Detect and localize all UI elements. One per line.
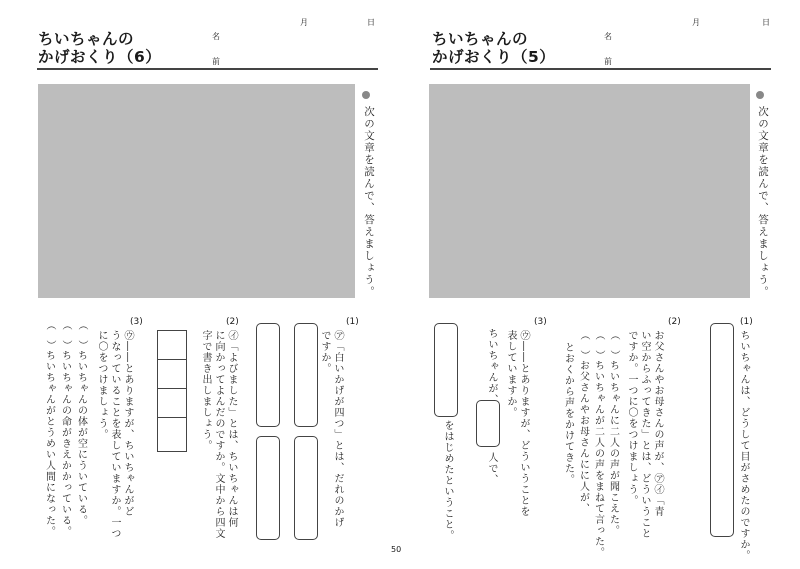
left-q2-number: (2) xyxy=(226,317,239,327)
left-q2-four-char-grid[interactable] xyxy=(157,330,187,452)
right-q2-option-2[interactable] xyxy=(591,330,605,558)
left-name-label-2: 前 xyxy=(212,57,220,66)
right-q3-answer-box-2[interactable] xyxy=(434,323,458,417)
right-day-label: 日 xyxy=(762,18,770,27)
left-q2-line-1: ㋑「よびました」とは、ちいちゃんは何 xyxy=(226,330,237,528)
char-cell-2[interactable] xyxy=(158,360,186,389)
left-q3-options xyxy=(38,320,88,537)
checkbox-paren[interactable]: （ ） xyxy=(76,320,87,350)
left-illustration-placeholder xyxy=(38,84,355,298)
right-q1-line-1: ちいちゃんは、どうして目がさめたのですか。 xyxy=(738,330,749,561)
right-instruction-text: 次の文章を読んで、答えましょう。 xyxy=(757,106,769,298)
left-q1-line-2: ですか。 xyxy=(319,330,330,374)
right-q2-option-1[interactable] xyxy=(606,330,620,558)
right-q1-text xyxy=(736,330,750,561)
left-q3-option-2-text: ちいちゃんの命がきえかかっている。 xyxy=(59,350,71,537)
right-q2-options xyxy=(560,330,620,558)
right-q3-answer-box-1[interactable] xyxy=(476,400,500,447)
right-q2-option-2-text: ちいちゃんが二人の声をまねて言った。 xyxy=(592,360,604,558)
right-q3-number: (3) xyxy=(534,317,547,327)
right-name-label-1: 名 xyxy=(604,32,612,41)
left-q3-option-1-text: ちいちゃんの体が空にういている。 xyxy=(75,350,87,526)
left-q3-number: (3) xyxy=(130,317,143,327)
left-header-rule xyxy=(37,68,378,70)
left-q1-answer-box-2[interactable] xyxy=(294,436,318,540)
right-q1-number: (1) xyxy=(740,317,753,327)
right-q2-line-2: い空からふってきた」とは、どういうこと xyxy=(639,330,650,539)
right-q3-line-2: 表していますか。 xyxy=(505,330,516,418)
left-q3-line-3: に〇をつけましょう。 xyxy=(96,330,107,440)
left-q1-line-1: ㋐「白いかげが四つ」とは、だれのかげ xyxy=(332,330,343,528)
right-q3-text xyxy=(502,330,530,517)
left-q3-text xyxy=(92,330,134,539)
right-q2-text xyxy=(622,330,664,539)
left-q3-option-3-text: ちいちゃんがとうめい人間になった。 xyxy=(43,350,55,537)
page-number: 50 xyxy=(391,545,402,554)
char-cell-1[interactable] xyxy=(158,331,186,360)
right-q3-line-1: ㋒――とありますが、どういうことを xyxy=(518,330,529,517)
right-q2-option-3[interactable] xyxy=(576,330,590,558)
char-cell-4[interactable] xyxy=(158,418,186,447)
right-q2-option-3-text: お父さんやお母さんにに人が、 xyxy=(577,360,589,514)
left-q1-number: (1) xyxy=(346,317,359,327)
right-q3-answer-suffix: をはじめたということ。 xyxy=(442,420,453,541)
left-title-line1: ちいちゃんの xyxy=(38,30,135,48)
right-title-line1: ちいちゃんの xyxy=(432,30,529,48)
right-illustration-placeholder xyxy=(429,84,750,298)
bullet-dot-icon xyxy=(362,91,370,99)
right-title-line2: かげおくり（5） xyxy=(432,48,556,66)
right-q1-answer-box[interactable] xyxy=(710,323,734,537)
right-name-label-2: 前 xyxy=(604,57,612,66)
right-q2-option-3-cont xyxy=(561,330,575,558)
right-instruction xyxy=(756,84,770,298)
bullet-dot-icon xyxy=(756,91,764,99)
right-q3-answer-prefix: ちいちゃんが、 xyxy=(486,328,497,405)
left-q3-option-3[interactable] xyxy=(42,320,56,537)
right-q2-line-3: ですか。一つに〇をつけましょう。 xyxy=(626,330,637,506)
left-title-line2: かげおくり（6） xyxy=(38,48,162,66)
right-q2-option-1-text: ちいちゃんに二人の声が聞こえた。 xyxy=(607,360,619,536)
left-name-label-1: 名 xyxy=(212,32,220,41)
left-q1-answer-box-3[interactable] xyxy=(256,323,280,427)
char-cell-3[interactable] xyxy=(158,389,186,418)
right-month-label: 月 xyxy=(692,18,700,27)
left-instruction xyxy=(362,84,376,298)
left-q3-line-2: うなっていることを表していますか。一つ xyxy=(109,330,120,539)
left-q2-line-2: に向かってよんだのですか。文中から四文 xyxy=(213,330,224,539)
left-q3-option-2[interactable] xyxy=(58,320,72,537)
right-q3-answer-mid: 人で、 xyxy=(486,452,497,485)
left-q3-line-1: ㋒――とありますが、ちいちゃんがど xyxy=(122,330,133,517)
left-q2-line-3: 字で書き出しましょう。 xyxy=(200,330,211,451)
checkbox-paren[interactable]: （ ） xyxy=(608,330,619,360)
right-q2-number: (2) xyxy=(668,317,681,327)
left-q1-answer-box-4[interactable] xyxy=(256,436,280,540)
left-q1-answer-box-1[interactable] xyxy=(294,323,318,427)
right-q2-option-3-text-cont: とおくから声をかけてきた。 xyxy=(562,342,574,485)
left-month-label: 月 xyxy=(300,18,308,27)
checkbox-paren[interactable]: （ ） xyxy=(578,330,589,360)
left-day-label: 日 xyxy=(367,18,375,27)
left-q1-text xyxy=(316,330,344,528)
checkbox-paren[interactable]: （ ） xyxy=(593,330,604,360)
left-q3-option-1[interactable] xyxy=(74,320,88,537)
left-instruction-text: 次の文章を読んで、答えましょう。 xyxy=(363,106,375,298)
checkbox-paren[interactable]: （ ） xyxy=(44,320,55,350)
right-q2-line-1: お父さんやお母さんの声が、㋐㋑「青 xyxy=(652,330,663,517)
checkbox-paren[interactable]: （ ） xyxy=(60,320,71,350)
right-header-rule xyxy=(430,68,771,70)
left-q2-text xyxy=(196,330,238,539)
